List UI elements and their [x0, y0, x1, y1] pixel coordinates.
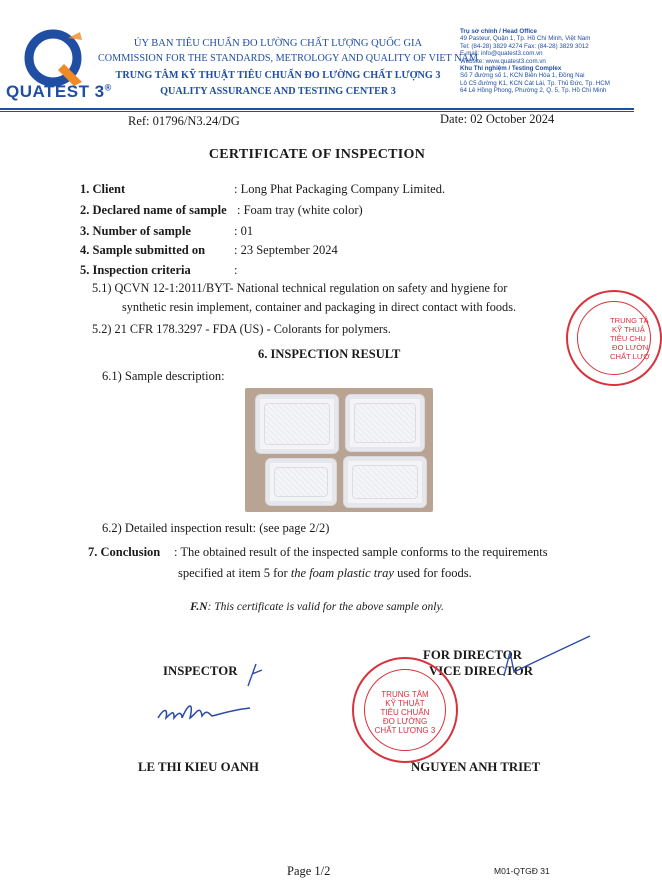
stamp-line: TIÊU CHUẨN	[380, 708, 430, 717]
foam-tray-image	[343, 456, 427, 508]
stamp-line: CHẤT LƯỢNG 3	[374, 726, 436, 735]
inspector-name: LE THI KIEU OANH	[138, 760, 260, 774]
office-line: Website: www.quatest3.com.vn	[460, 57, 546, 65]
inspection-criteria-value: :	[234, 263, 238, 277]
conclusion-label: 7. Conclusion	[88, 545, 161, 559]
quatest3-logo-icon	[24, 30, 86, 90]
page-number: Page 1/2	[287, 864, 331, 878]
header-committee-vn: ỦY BAN TIÊU CHUẨN ĐO LƯỜNG CHẤT LƯỢNG QUỐC GIA	[133, 38, 423, 49]
declared-name-value: : Foam tray (white color)	[237, 203, 363, 217]
conclusion-text: specified at item 5 for	[178, 566, 291, 580]
side-stamp	[566, 290, 662, 386]
detailed-result-ref: 6.2) Detailed inspection result: (see page 2/2)	[102, 521, 330, 535]
conclusion-text-end: used for foods.	[393, 566, 472, 580]
lab-line: 64 Lê Hồng Phong, Phường 2, Q. 5, Tp. Hồ Chí Minh	[460, 87, 607, 95]
sample-submitted-label: 4. Sample submitted on	[80, 243, 206, 257]
inspection-result-heading: 6. INSPECTION RESULT	[258, 347, 401, 361]
side-stamp-line: KỸ THUẬ	[612, 325, 645, 334]
sample-photo	[245, 388, 433, 512]
stamp-line: TRUNG TÂM	[381, 690, 429, 699]
inspection-criteria-label: 5. Inspection criteria	[80, 263, 191, 277]
form-code: M01-QTGĐ 31	[494, 866, 550, 876]
official-stamp	[352, 657, 458, 763]
sample-description-label: 6.1) Sample description:	[102, 369, 225, 383]
office-line: E-mail: info@quatest3.com.vn	[460, 50, 543, 58]
lab-title: Khu Thí nghiệm / Testing Complex	[460, 65, 562, 73]
client-label: 1. Client	[80, 182, 126, 196]
side-stamp-line: TIÊU CHU	[610, 334, 646, 343]
number-of-sample-label: 3. Number of sample	[80, 224, 191, 238]
office-address-block	[460, 28, 636, 95]
director-name: NGUYEN ANH TRIET	[411, 760, 541, 774]
side-stamp-line: ĐO LƯỜN	[612, 343, 649, 352]
conclusion-line1: : The obtained result of the inspected sample conforms to the requirements	[174, 545, 548, 559]
inspector-initial-mark	[240, 660, 270, 688]
side-stamp-line: CHẤT LƯỢ	[610, 352, 650, 361]
issue-date: Date: 02 October 2024	[440, 112, 555, 126]
criteria-5-2: 5.2) 21 CFR 178.3297 - FDA (US) - Colorants for polymers.	[92, 322, 391, 336]
declared-name-label: 2. Declared name of sample	[80, 203, 227, 217]
for-director-label: FOR DIRECTOR	[423, 648, 522, 662]
footnote-text: : This certificate is valid for the above sample only.	[207, 601, 444, 613]
office-title: Trụ sở chính / Head Office	[460, 28, 537, 35]
office-line: Tel: (84-28) 3829 4274 Fax: (84-28) 3829 3012	[460, 42, 589, 50]
stamp-line: ĐO LƯỜNG	[382, 717, 428, 726]
stamp-line: KỸ THUẬT	[385, 699, 425, 708]
header-committee-en: COMMISSION FOR THE STANDARDS, METROLOGY AND QUALITY OF VIET NAM	[98, 53, 478, 64]
number-of-sample-value: : 01	[234, 224, 254, 238]
criteria-5-1-line2: synthetic resin implement, container and packaging in direct contact with foods.	[122, 300, 517, 314]
header-center-vn: TRUNG TÂM KỸ THUẬT TIÊU CHUẨN ĐO LƯỜNG CHẤT LƯỢNG 3	[115, 70, 441, 81]
foam-tray-image	[345, 394, 425, 452]
lab-line: Số 7 đường số 1, KCN Biên Hòa 1, Đồng Nai	[460, 72, 585, 80]
header-divider	[0, 108, 634, 110]
side-stamp-line: TRUNG TÂ	[610, 316, 649, 325]
lab-line: Lô C5 đường K1, KCN Cát Lái, Tp. Thủ Đức, Tp. HCM	[460, 79, 610, 87]
director-signature-icon	[500, 632, 594, 682]
vice-director-label: VICE DIRECTOR	[429, 664, 533, 678]
side-stamp-clip	[566, 290, 650, 386]
reference-number: Ref: 01796/N3.24/DG	[128, 114, 240, 128]
footnote-prefix: F.N	[190, 601, 208, 613]
conclusion-product: the foam plastic tray	[290, 566, 394, 580]
foam-tray-image	[255, 394, 339, 454]
conclusion-line2	[178, 566, 472, 581]
certificate-title: CERTIFICATE OF INSPECTION	[208, 147, 426, 162]
inspector-label: INSPECTOR	[163, 664, 238, 678]
footnote	[0, 601, 634, 613]
foam-tray-image	[265, 458, 337, 506]
header-center-en: QUALITY ASSURANCE AND TESTING CENTER 3	[160, 86, 396, 97]
logo-wordmark: QUATEST 3®	[6, 82, 112, 101]
client-value: : Long Phat Packaging Company Limited.	[234, 182, 446, 196]
criteria-5-1-line1: 5.1) QCVN 12-1:2011/BYT- National technical regulation on safety and hygiene for	[92, 281, 508, 295]
inspector-signature-icon	[150, 694, 260, 730]
sample-submitted-value: : 23 September 2024	[234, 243, 338, 257]
office-line: 49 Pasteur, Quận 1, Tp. Hồ Chí Minh, Việt Nam	[460, 35, 591, 43]
